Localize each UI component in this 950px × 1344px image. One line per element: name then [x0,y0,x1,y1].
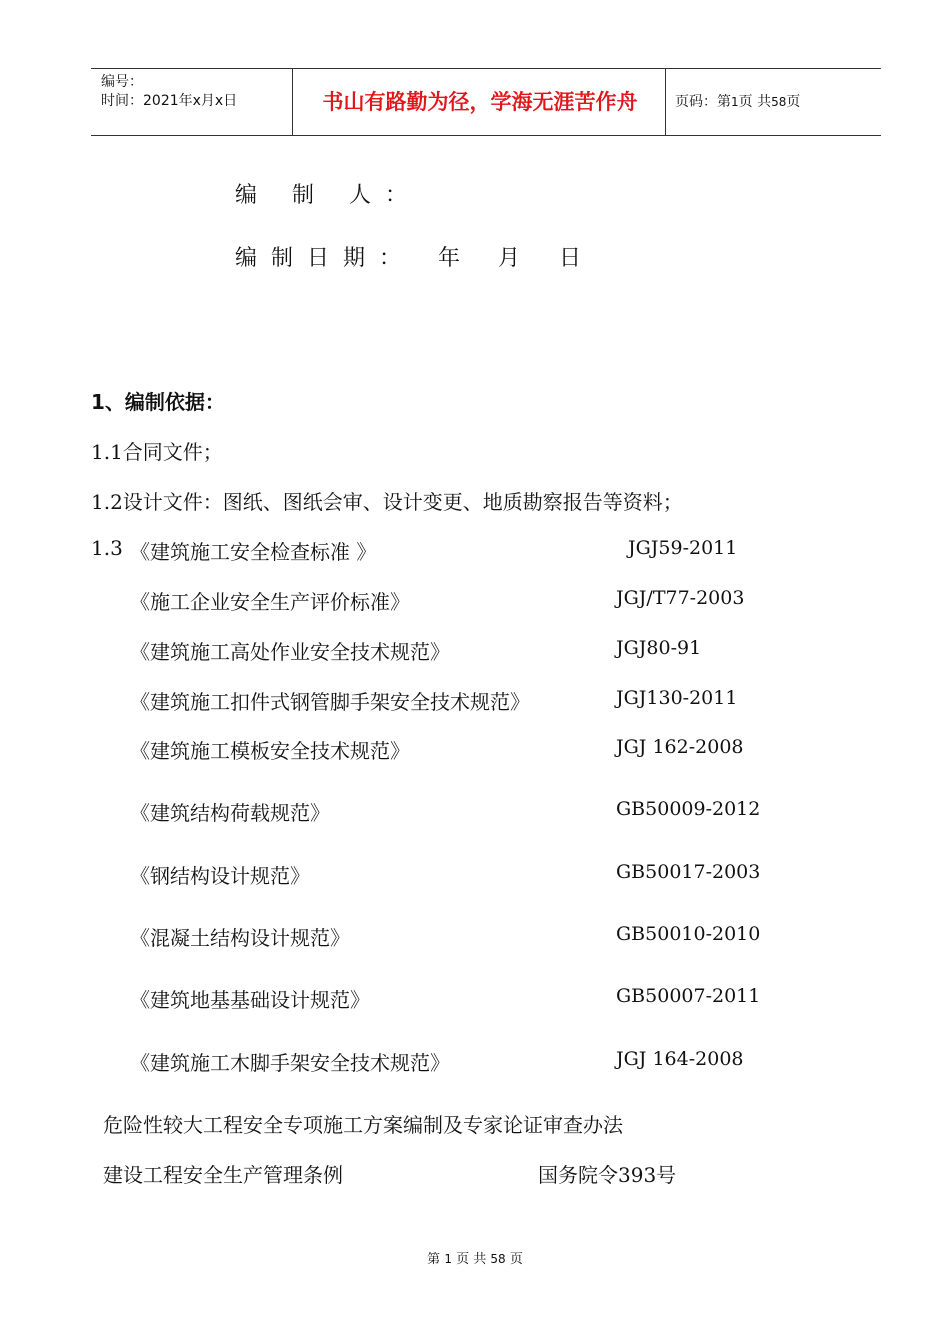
standard-name: 《建筑结构荷载规范》 [130,801,330,825]
standard-name: 《建筑施工模板安全技术规范》 [130,739,410,763]
item-prefix: 1.3 [91,536,123,560]
date-day: 日 [559,246,596,271]
date-year: 年 [438,246,475,271]
standard-name: 《钢结构设计规范》 [130,864,310,888]
standard-code: GB50010-2010 [616,923,761,945]
regulation-management: 建设工程安全生产管理条例 [103,1163,343,1187]
header-motto: 书山有路勤为径，学海无涯苦作舟 [322,90,638,114]
standard-name: 《建筑地基基础设计规范》 [130,988,370,1012]
section-title: 1、编制依据： [91,390,225,414]
standard-code: JGJ130-2011 [616,687,738,709]
date-month: 月 [498,246,535,271]
footer-page-number: 1 [444,1252,452,1266]
compile-date-label: 编制日期： [235,246,416,271]
standard-name: 《建筑施工木脚手架安全技术规范》 [130,1051,450,1075]
document-time: 时间：2021年x月x日 [101,93,238,109]
document-number-label: 编号： [101,74,143,90]
item-contract: 1.1合同文件； [91,440,223,464]
page-header [91,68,881,136]
footer-page-total: 58 [490,1252,506,1266]
standard-code: JGJ59-2011 [628,537,738,559]
standard-name: 《施工企业安全生产评价标准》 [130,590,410,614]
standard-code: GB50017-2003 [616,861,761,883]
regulation-decree: 国务院令393号 [538,1163,677,1187]
header-page-number: 1 [731,95,739,109]
standard-code: GB50007-2011 [616,985,761,1007]
standard-code: JGJ80-91 [616,637,702,659]
item-design: 1.2设计文件：图纸、图纸会审、设计变更、地质勘察报告等资料； [91,490,683,514]
standard-code: JGJ/T77-2003 [616,587,745,609]
standard-name: 《混凝土结构设计规范》 [130,926,350,950]
page-footer: 第 1 页 共 58 页 [427,1252,523,1267]
standard-code: JGJ 164-2008 [616,1048,744,1070]
standard-name: 《建筑施工高处作业安全技术规范》 [130,640,450,664]
compiler-label: 编 制 人： [235,183,421,208]
header-page-info: 页码：第1页 共58页 [675,94,801,110]
standard-code: JGJ 162-2008 [616,736,744,758]
header-divider [292,69,293,135]
header-page-total: 58 [771,95,787,109]
standard-name: 《建筑施工扣件式钢管脚手架安全技术规范》 [130,690,530,714]
standard-name: 《建筑施工安全检查标准 》 [130,540,377,564]
regulation-measures: 危险性较大工程安全专项施工方案编制及专家论证审查办法 [103,1113,623,1137]
standard-code: GB50009-2012 [616,798,761,820]
header-meta [101,73,237,111]
